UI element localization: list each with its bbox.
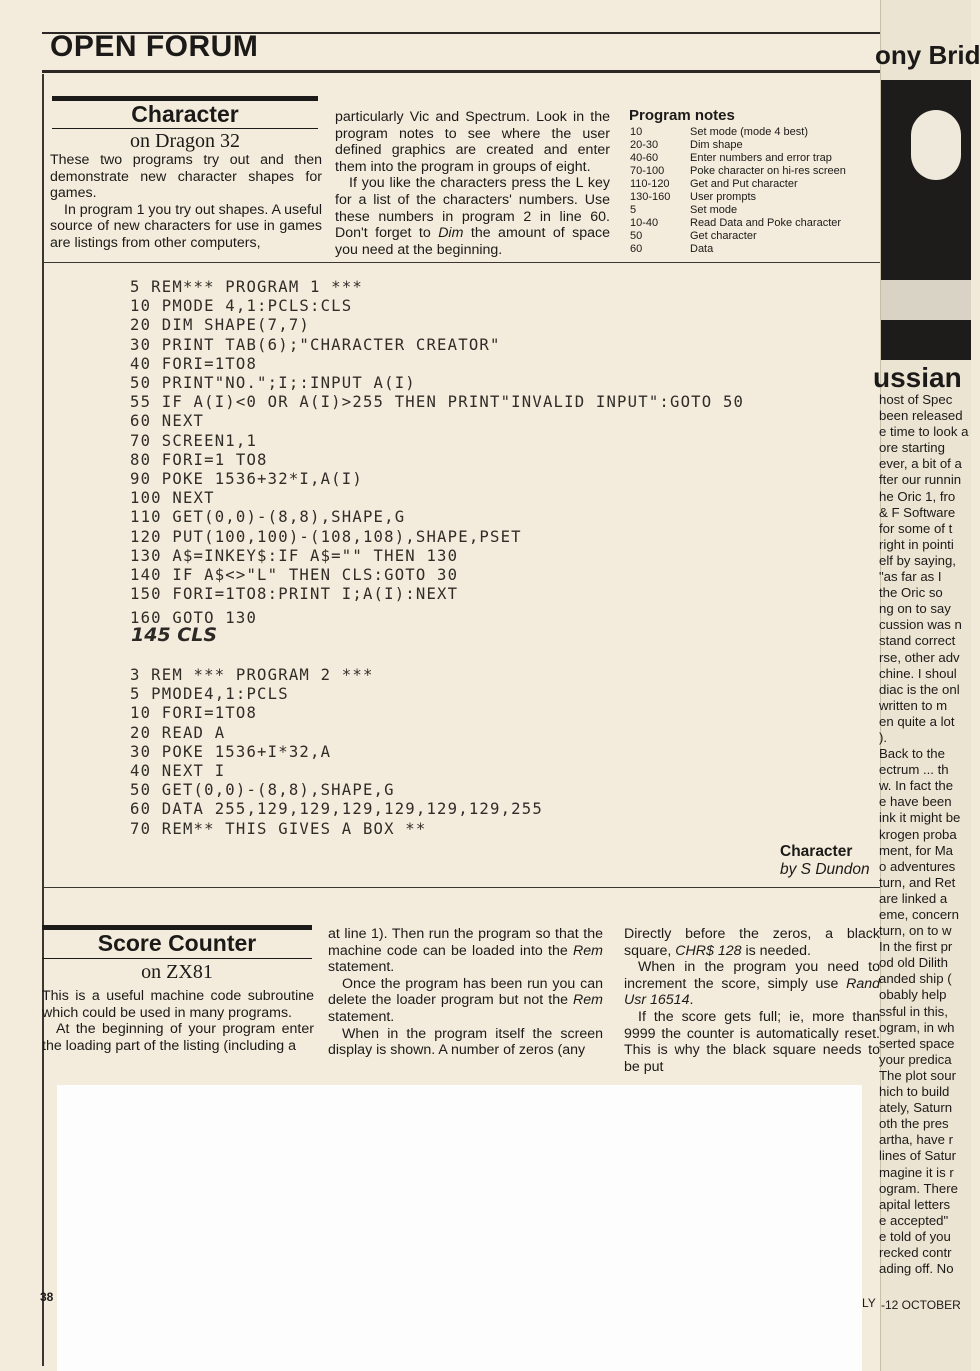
paragraph: In program 1 you try out shapes. A useful source of new characters for use in games are listings from other computers, [50, 201, 322, 251]
blank-overlay [57, 1085, 862, 1371]
program-note-text: Set mode [690, 204, 738, 216]
credit-author: by S Dundon [780, 861, 870, 878]
article-subtitle: on Dragon 32 [130, 130, 240, 152]
program-note-row [630, 204, 846, 217]
photo-highlight [911, 110, 961, 180]
program-note-lines: 40-60 [630, 152, 659, 164]
program-note-row [630, 243, 846, 256]
program-note-text: Read Data and Poke character [690, 217, 842, 229]
article-body-column [335, 109, 610, 258]
program-note-text: Data [690, 243, 714, 255]
score-column-1 [42, 988, 314, 1084]
paragraph: at line 1). Then run the program so that the machine code can be loaded into the Rem statement. [328, 926, 603, 976]
program-1-line-160: 160 GOTO 130 [130, 609, 258, 627]
paragraph: These two programs try out and then demonstrate new character shapes for games. [50, 152, 322, 202]
footer-fragment: LY [862, 1296, 876, 1310]
program-note-text: User prompts [690, 191, 757, 203]
program-note-row [630, 230, 846, 243]
program-note-row [630, 191, 846, 204]
header-rule [42, 70, 880, 73]
adjacent-page-text: host of Spec been released e time to look a ore starting ever, a bit of a fter our runnin he Oric 1, fro & F Software for some of t right in pointi elf by saying, "as far as I the Oric so ng on to say cussion was n stand correct rse, other adv chine. I shoul diac is the onl written to m en quite a lot ). Back to the ectrum ... th w. In fact the e have been ink it might be krogen proba ment, for Ma o adventures turn, and Ret are linked a eme, concern turn, on to w In the first pr od old Dilith anded ship ( obably help ssful in this, ogram, in wh serted space your predica The plot sour hich to build ately, Saturn oth the pres artha, have r lines of Satur magine it is r ogram. There apital letters e accepted" e told of you recked contr ading off. No [879, 392, 969, 1277]
program-note-lines: 50 [630, 230, 643, 242]
article-title-rule-thin [52, 128, 318, 129]
score-column-3 [624, 926, 880, 1084]
page-number: 38 [40, 1290, 54, 1304]
handwritten-line: 145 CLS [131, 624, 218, 646]
program-1-listing: 5 REM*** PROGRAM 1 *** 10 PMODE 4,1:PCLS:CLS 20 DIM SHAPE(7,7) 30 PRINT TAB(6);"CHARACTER CREATOR" 40 FORI=1TO8 50 PRINT"NO.";I;:INPUT A(I) 55 IF A(I)<0 OR A(I)>255 THEN PRINT"INVALID INPUT":GOTO 50 60 NEXT 70 SCREEN1,1 80 FORI=1 TO8 90 POKE 1536+32*I,A(I) 100 NEXT 110 GET(0,0)-(8,8),SHAPE,G 120 PUT(100,100)-(108,108),SHAPE,PSET 130 A$=INKEY$:IF A$="" THEN 130 140 IF A$<>"L" THEN CLS:GOTO 30 150 FORI=1TO8:PRINT I;A(I):NEXT [130, 278, 745, 604]
program-note-row [630, 217, 846, 230]
program-note-text: Get and Put character [690, 178, 798, 190]
adjacent-page-title: ony Brid [875, 40, 980, 70]
adjacent-page-heading: ussian [873, 362, 962, 393]
credit-title: Character [780, 843, 853, 860]
program-note-lines: 10 [630, 126, 643, 138]
paragraph: Once the program has been run you can delete the loader program but not the Rem statement. [328, 975, 603, 1025]
article-title: Character [131, 101, 239, 127]
program-note-row [630, 152, 846, 165]
paragraph: If the score gets full; ie, more than 9999 the counter is automatically reset. This is why the black square needs to be put [624, 1008, 880, 1075]
paragraph: If you like the characters press the L key for a list of the characters' numbers. Use these numbers in program 2 in line 60. Don't forget to Dim the amount of space you need at the beginning. [335, 175, 610, 258]
score-column-2 [328, 926, 603, 1084]
section-header: OPEN FORUM [50, 30, 259, 63]
program-note-text: Enter numbers and error trap [690, 152, 832, 164]
paragraph: This is a useful machine code subroutine which could be used in many programs. [42, 988, 314, 1021]
program-note-text: Dim shape [690, 139, 743, 151]
program-notes-table [630, 126, 846, 256]
program-note-lines: 20-30 [630, 139, 659, 151]
photo-highlight [881, 280, 971, 320]
program-note-lines: 60 [630, 243, 643, 255]
program-note-text: Poke character on hi-res screen [690, 165, 846, 177]
article-title-rule-thin [42, 958, 312, 959]
program-note-lines: 70-100 [630, 165, 665, 177]
adjacent-page-photo [881, 80, 971, 360]
program-note-row [630, 139, 846, 152]
article-subtitle: on ZX81 [141, 961, 213, 983]
article-title: Score Counter [97, 930, 257, 956]
program-note-row [630, 126, 846, 139]
program-note-text: Set mode (mode 4 best) [690, 126, 809, 138]
program-note-text: Get character [690, 230, 757, 242]
program-note-lines: 130-160 [630, 191, 671, 203]
program-notes-title: Program notes [629, 107, 735, 124]
program-note-lines: 10-40 [630, 217, 659, 229]
program-note-lines: 110-120 [630, 178, 670, 190]
program-2-listing: 3 REM *** PROGRAM 2 *** 5 PMODE4,1:PCLS 10 FORI=1TO8 20 READ A 30 POKE 1536+I*32,A 40 NEXT I 50 GET(0,0)-(8,8),SHAPE,G 60 DATA 255,129,129,129,129,129,129,255 70 REM** THIS GIVES A BOX ** [130, 666, 543, 838]
adjacent-page-strip [873, 0, 980, 1371]
paragraph: Directly before the zeros, a black square, CHR$ 128 is needed. [624, 926, 880, 959]
paragraph: particularly Vic and Spectrum. Look in the program notes to see where the user defined graphics are created and enter them into the program in groups of eight. [335, 109, 610, 175]
paragraph: When in the program you need to increment the score, simply use Rand Usr 16514. [624, 959, 880, 1009]
paragraph: At the beginning of your program enter the loading part of the listing (including a [42, 1021, 314, 1054]
program-note-row [630, 178, 846, 191]
program-note-row [630, 165, 846, 178]
paragraph: When in the program itself the screen display is shown. A number of zeros (any [328, 1025, 603, 1059]
adjacent-page-footer: -12 OCTOBER [881, 1298, 961, 1312]
program-note-lines: 5 [630, 204, 637, 216]
article-intro-column [50, 152, 322, 252]
